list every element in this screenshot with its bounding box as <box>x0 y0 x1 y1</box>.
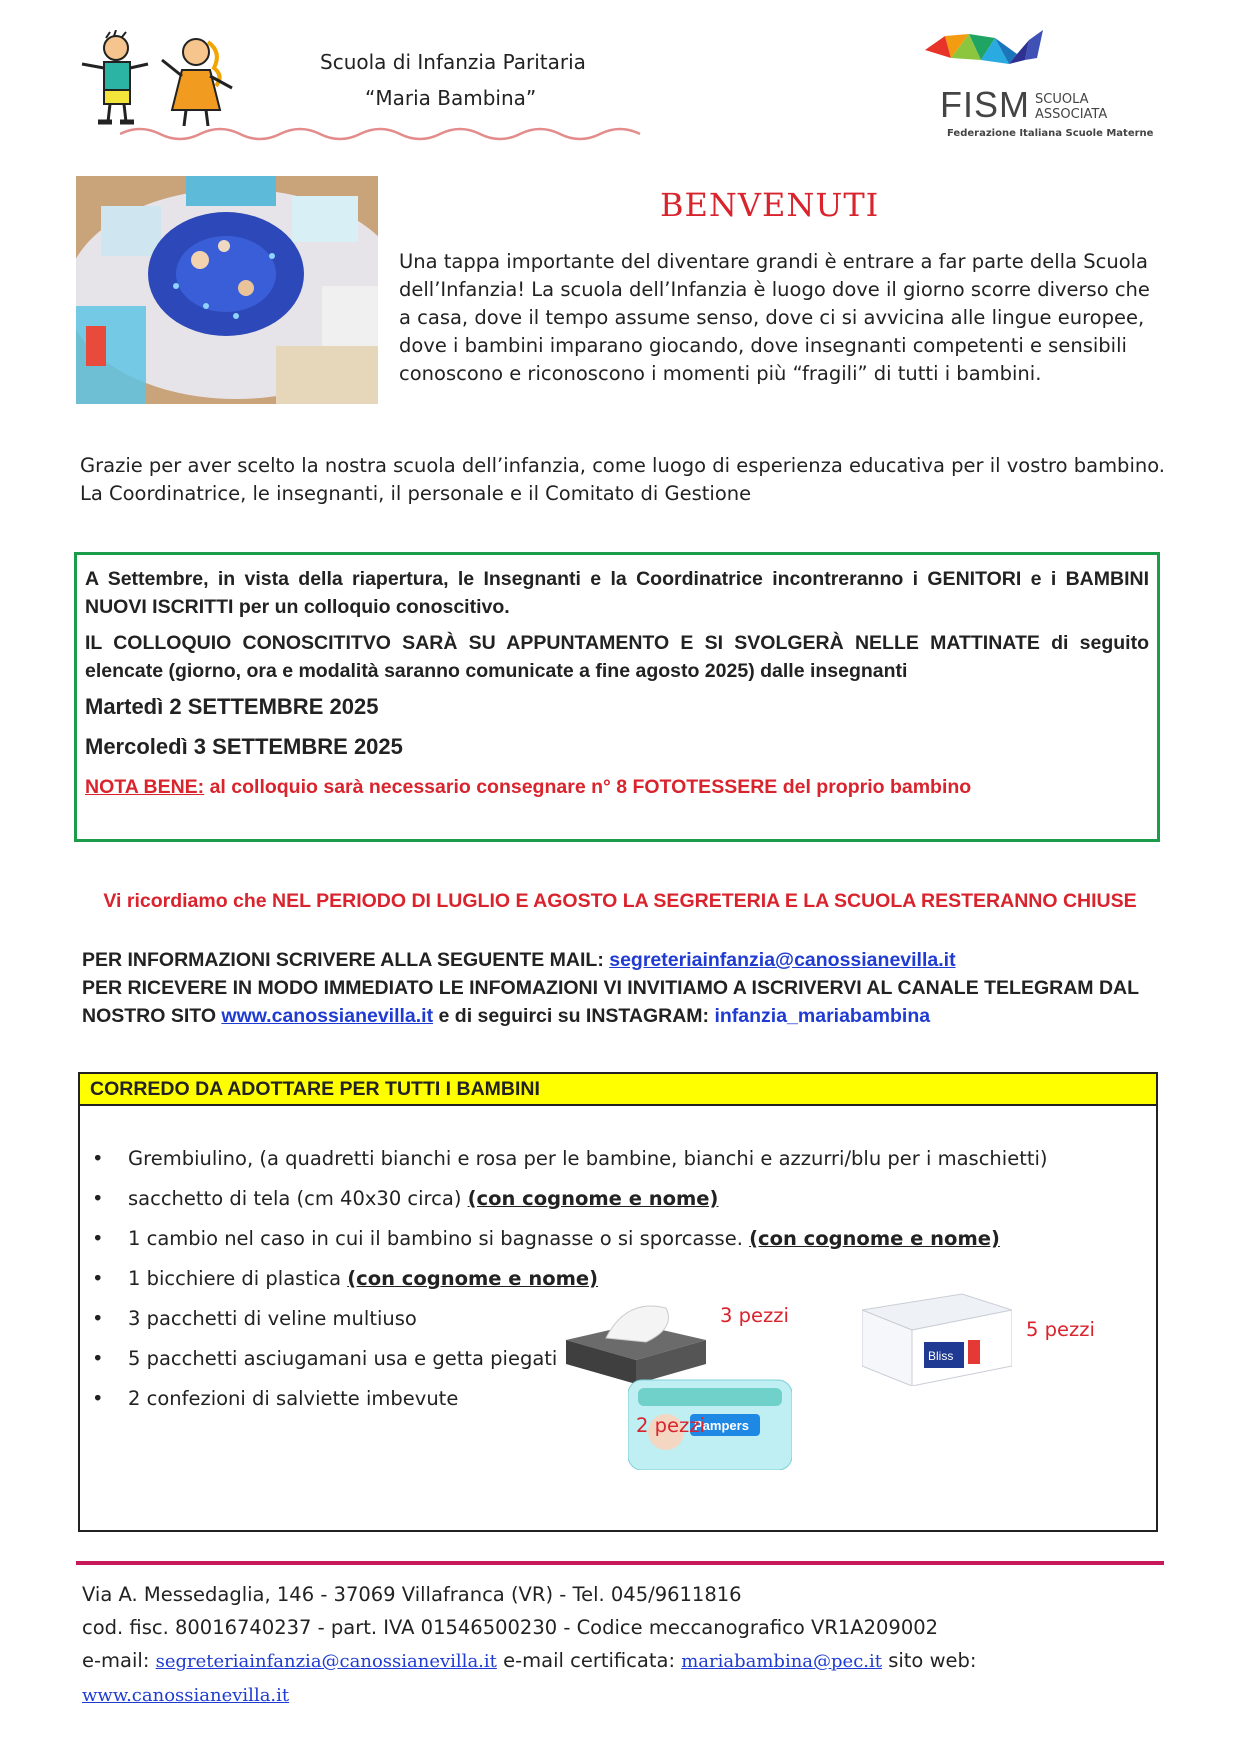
wipes-brand: Pampers <box>694 1418 749 1433</box>
telegram-prefix: PER RICEVERE IN MODO IMMEDIATO LE INFOMAZIONI VI INVITIAMO A ISCRIVERVI AL CANALE TELEGRAM DAL NOSTRO SITO <box>82 977 1139 1027</box>
telegram-line <box>82 974 1162 1030</box>
email-label: e-mail: <box>82 1649 156 1672</box>
meeting-details: IL COLLOQUIO CONOSCITITVO SARÀ SU APPUNTAMENTO E SI SVOLGERÀ NELLE MATTINATE di seguito elencate (giorno, ora e modalità saranno comunicate a fine agosto 2025) dalle insegnanti <box>85 632 1149 682</box>
list-item: • 1 cambio nel caso in cui il bambino si bagnasse o si sporcasse. (con cognome e nome) <box>92 1224 1048 1264</box>
thanks-signature: La Coordinatrice, le insegnanti, il personale e il Comitato di Gestione <box>80 482 752 505</box>
mail-prefix: PER INFORMAZIONI SCRIVERE ALLA SEGUENTE MAIL: <box>82 949 610 971</box>
fism-sub-line1: SCUOLA <box>1035 92 1089 107</box>
welcome-title: BENVENUTI <box>660 186 880 224</box>
footer-web-link[interactable]: www.canossianevilla.it <box>82 1685 290 1706</box>
fism-wordmark: FISM <box>940 84 1030 125</box>
instagram-prefix: e di seguirci su INSTAGRAM: <box>433 1005 715 1027</box>
footer-contacts <box>82 1644 1182 1712</box>
fism-mark-icon <box>925 30 1045 90</box>
thanks-text <box>80 452 1180 508</box>
meeting-date-2: Mercoledì 3 SETTEMBRE 2025 <box>85 734 403 759</box>
web-label: sito web: <box>882 1649 977 1672</box>
school-type: Scuola di Infanzia Paritaria <box>320 50 586 74</box>
mail-line <box>82 946 1162 974</box>
nota-bene <box>85 773 1149 801</box>
tissue-box-image <box>566 1294 708 1384</box>
footer-address: Via A. Messedaglia, 146 - 37069 Villafranca (VR) - Tel. 045/9611816 <box>82 1583 742 1606</box>
school-name <box>320 44 586 116</box>
fism-logo <box>925 30 1154 145</box>
footer <box>82 1578 1182 1712</box>
meeting-intro: A Settembre, in vista della riapertura, le Insegnanti e la Coordinatrice incontreranno i GENITORI e i BAMBINI NUOVI ISCRITTI per un colloquio conoscitivo. <box>85 568 1149 618</box>
list-item: • 2 confezioni di salviette imbevute <box>92 1384 1048 1424</box>
list-item: • 3 pacchetti di veline multiuso <box>92 1304 1048 1344</box>
kids-logo <box>74 30 244 130</box>
qty-wipes: 2 pezzi <box>636 1414 705 1437</box>
fism-subtitle <box>1035 92 1107 122</box>
instagram-handle[interactable]: infanzia_mariabambina <box>714 1005 931 1027</box>
towel-pack-image <box>862 1286 1012 1386</box>
nota-bene-label: NOTA BENE: <box>85 776 205 798</box>
contact-info <box>82 946 1162 1030</box>
qty-towels: 5 pezzi <box>1026 1318 1095 1341</box>
list-item: • 1 bicchiere di plastica (con cognome e nome) <box>92 1264 1048 1304</box>
school-title: “Maria Bambina” <box>365 86 537 110</box>
thanks-line1: Grazie per aver scelto la nostra scuola dell’infanzia, come luogo di esperienza educativa per il vostro bambino. <box>80 454 1166 477</box>
site-link[interactable]: www.canossianevilla.it <box>221 1005 434 1027</box>
list-item: • 5 pacchetti asciugamani usa e getta piegati <box>92 1344 1048 1384</box>
towels-brand: Bliss <box>928 1349 954 1363</box>
decorative-squiggle <box>120 118 650 148</box>
footer-pec-link[interactable]: mariabambina@pec.it <box>681 1651 883 1672</box>
fism-sub-line2: ASSOCIATA <box>1035 107 1108 122</box>
footer-fiscal: cod. fisc. 80016740237 - part. IVA 01546500230 - Codice meccanografico VR1A209002 <box>82 1616 939 1639</box>
mail-link[interactable]: segreteriainfanzia@canossianevilla.it <box>609 949 956 971</box>
welcome-text: Una tappa importante del diventare grandi è entrare a far parte della Scuola dell’Infanzia! La scuola dell’Infanzia è luogo dove il giorno scorre diverso che a casa, dove il tempo assume senso, dove ci si avvicina alle lingue europee, dove i bambini imparano giocando, dove insegnanti competenti e sensibili conoscono e riconoscono i momenti più “fragili” di tutti i bambini. <box>399 250 1150 385</box>
corredo-box <box>78 1072 1158 1532</box>
classroom-photo <box>76 176 378 404</box>
nota-bene-text: al colloquio sarà necessario consegnare n° 8 FOTOTESSERE del proprio bambino <box>204 776 972 798</box>
meeting-box <box>74 552 1160 842</box>
meeting-date-1: Martedì 2 SETTEMBRE 2025 <box>85 694 379 719</box>
list-item: • sacchetto di tela (cm 40x30 circa) (con cognome e nome) <box>92 1184 1048 1224</box>
footer-email-link[interactable]: segreteriainfanzia@canossianevilla.it <box>155 1651 497 1672</box>
pec-label: e-mail certificata: <box>496 1649 682 1672</box>
fism-federation: Federazione Italiana Scuole Materne <box>947 128 1154 139</box>
closure-reminder: Vi ricordiamo che NEL PERIODO DI LUGLIO E AGOSTO LA SEGRETERIA E LA SCUOLA RESTERANNO CHIUSE <box>103 890 1137 912</box>
footer-divider <box>76 1561 1164 1565</box>
list-item: • Grembiulino, (a quadretti bianchi e rosa per le bambine, bianchi e azzurri/blu per i maschietti) <box>92 1144 1048 1184</box>
corredo-title: CORREDO DA ADOTTARE PER TUTTI I BAMBINI <box>80 1074 1156 1106</box>
qty-tissues: 3 pezzi <box>720 1304 789 1327</box>
